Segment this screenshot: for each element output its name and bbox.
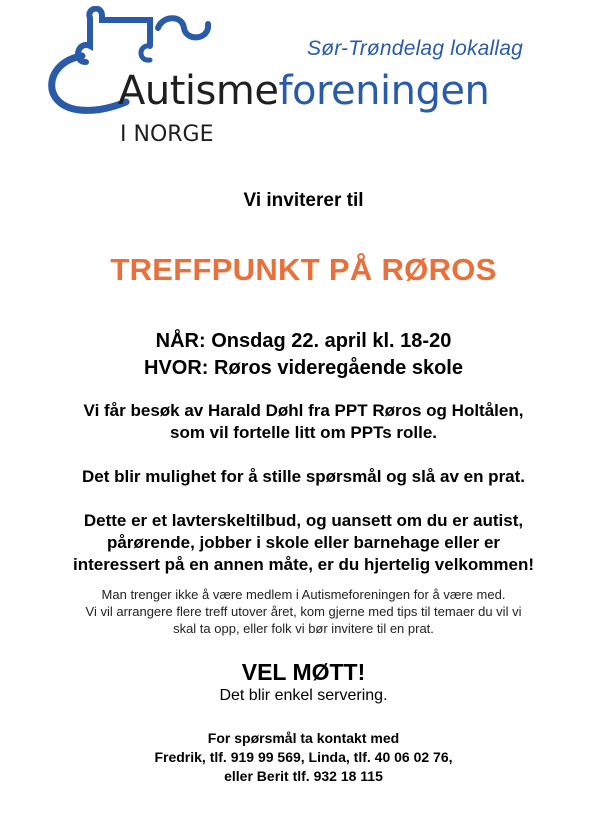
welcome-paragraph [0,510,607,576]
welcome-line: interessert på en annen måte, er du hjertelig velkommen! [72,555,535,574]
visit-line: Vi får besøk av Harald Døhl fra PPT Røros og Holtålen, [83,401,524,420]
welcome-line: Dette er et lavterskeltilbud, og uansett om du er autist, [83,511,524,530]
info-line: Man trenger ikke å være medlem i Autismeforeningen for å være med. [101,587,506,602]
serving-note: Det blir enkel servering. [219,687,388,704]
flyer-content [0,190,607,786]
info-paragraph [0,586,607,637]
logo-wordmark-part1: Autisme [118,68,279,114]
info-line: Vi vil arrangere flere treff utover året, kom gjerne med tips til temaer du vil vi [85,604,522,619]
vel-mott-heading: VEL MØTT! [241,659,366,685]
visit-line: som vil fortelle litt om PPTs rolle. [169,423,438,442]
event-when: NÅR: Onsdag 22. april kl. 18-20 [155,330,452,352]
invite-line: Vi inviterer til [243,190,364,211]
info-line: skal ta opp, eller folk vi bør invitere til en prat. [173,621,434,636]
event-where: HVOR: Røros videregående skole [144,357,463,379]
contact-line: Fredrik, tlf. 919 99 569, Linda, tlf. 40 06 02 76, [154,749,453,765]
logo-wordmark [118,68,489,114]
contact-block [0,729,607,786]
visit-paragraph [0,400,607,444]
logo-subtitle: I NORGE [120,122,214,147]
contact-line: For spørsmål ta kontakt med [207,730,400,746]
logo-wordmark-part2: foreningen [278,68,490,114]
contact-line: eller Berit tlf. 932 18 115 [224,768,383,784]
organization-logo [0,0,607,165]
event-details [0,328,607,382]
chance-paragraph: Det blir mulighet for å stille spørsmål og slå av en prat. [81,467,526,486]
logo-region-label: Sør-Trøndelag lokallag [307,37,524,60]
welcome-line: pårørende, jobber i skole eller barnehage eller er [106,533,501,552]
event-title: TREFFPUNKT PÅ RØROS [110,252,497,287]
